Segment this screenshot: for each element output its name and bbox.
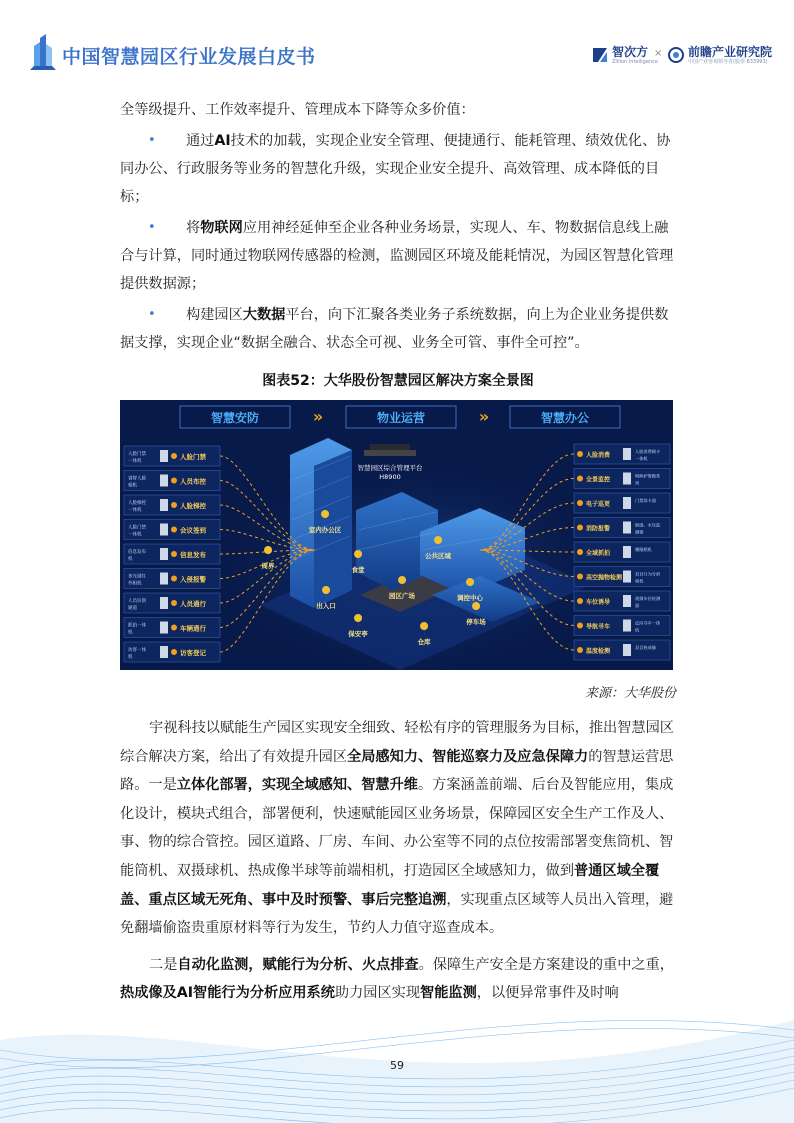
text-run: ，以便异常事件及时响 — [476, 985, 619, 1002]
left-item-desc: 外相机 — [128, 581, 142, 587]
right-item-desc: 双目行为分析 — [635, 571, 661, 577]
body-section — [120, 714, 676, 1008]
zhicifang-logo-icon — [592, 46, 608, 64]
device-dot-icon — [171, 478, 177, 484]
left-item-desc: 多光谱红 — [128, 574, 146, 580]
bold-phrase: 智能监测 — [420, 985, 477, 1002]
text-run: ，实现重点区域等人员出入管理，避免翻墙偷盗贵重原材料等行为发生，节约人力值守巡查成本。 — [120, 891, 674, 937]
device-dot-icon — [577, 525, 583, 531]
text-run: 二是 — [149, 956, 178, 973]
device-dot-icon — [577, 647, 583, 653]
partner-separator: × — [654, 48, 663, 59]
right-item-desc: 视频车位检测 — [635, 596, 661, 601]
device-icon — [623, 473, 631, 485]
top-tab-label: 智慧安防 — [210, 411, 260, 425]
text-run: 的智慧运营思路。一是 — [120, 748, 674, 794]
device-dot-icon — [171, 600, 177, 606]
bold-phrase: 普通区域全覆盖、重点区域无死角、事中及时预警、事后完整追溯 — [120, 862, 660, 908]
device-dot-icon — [171, 625, 177, 631]
figure-title: 图表52：大华股份智慧园区解决方案全景图 — [262, 373, 534, 389]
map-label: 保安亭 — [348, 630, 368, 638]
platform-name: 智慧园区综合管理平台 — [357, 464, 423, 472]
building-logo-icon — [30, 32, 56, 70]
bold-phrase: 自动化监测，赋能行为分析、火点排查 — [177, 956, 419, 973]
device-dot-icon — [577, 500, 583, 506]
right-item-desc: 相机 — [635, 578, 644, 584]
intro-text: 全等级提升、工作效率提升、管理成本下降等众多价值： — [120, 102, 475, 118]
left-item-label: 人员通行 — [180, 600, 206, 608]
bullet-iot: • 将物联网应用神经延伸至企业各种业务场景，实现人、车、物数据信息线上融合与计算，同时通过物联网传感器的检测，监测园区环境及能耗情况，为园区智慧化管理提供数据源； — [120, 214, 676, 298]
left-item-desc: 抓拍一体 — [128, 623, 146, 629]
left-item-desc: 访客一体 — [128, 648, 146, 653]
map-label: 调控中心 — [457, 594, 483, 602]
text-run: 助力园区实现 — [334, 985, 421, 1002]
text-run: 宇视科技以赋能生产园区实现安全细致、轻松有序的管理服务为目标，推出智慧园区综合解决方案，给出了有效提升园区 — [120, 720, 674, 765]
left-item-desc: 人脸梯控 — [128, 501, 146, 506]
device-dot-icon — [171, 502, 177, 508]
right-item-desc: 人脸消费刷卡 — [635, 449, 661, 454]
intro-section — [120, 96, 676, 357]
right-item-desc: 门禁读卡器 — [635, 498, 656, 503]
right-item-desc: 明眸护警摄系 — [635, 473, 661, 479]
device-icon — [160, 622, 168, 634]
map-label: 周界 — [261, 562, 275, 570]
chevron-right-icon: » — [312, 407, 324, 426]
platform-model: H8900 — [379, 473, 401, 481]
device-dot-icon — [577, 598, 583, 604]
device-icon — [160, 597, 168, 609]
bullet-dot-icon: • — [148, 307, 156, 322]
left-item-label: 人脸梯控 — [180, 502, 206, 510]
qianzhan-logo-icon — [668, 46, 684, 64]
bold-phrase: 立体化部署，实现全域感知、智慧升维 — [176, 777, 418, 794]
left-item-label: 访客登记 — [180, 649, 206, 657]
device-icon — [623, 644, 631, 656]
device-dot-icon — [577, 623, 583, 629]
device-icon — [623, 620, 631, 632]
device-icon — [623, 571, 631, 583]
right-item-label: 导航寻车 — [586, 623, 611, 631]
building-tower — [290, 438, 352, 608]
device-icon — [160, 573, 168, 585]
device-dot-icon — [171, 551, 177, 557]
device-icon — [160, 524, 168, 536]
map-label: 停车场 — [466, 618, 486, 626]
right-item-label: 消防报警 — [586, 525, 611, 533]
bold-phrase: 热成像及AI智能行为分析应用系统 — [120, 985, 335, 1002]
device-dot-icon — [171, 453, 177, 459]
left-item-desc: 通道 — [128, 606, 137, 611]
map-label: 仓库 — [417, 638, 431, 646]
left-item-desc: 机 — [128, 630, 133, 636]
page-header — [0, 0, 794, 80]
left-item-desc: 机 — [128, 557, 133, 562]
bold-phrase: 全局感知力、智能巡察力及应急保障力 — [347, 748, 589, 765]
bullet-bigdata: • 构建园区大数据平台，向下汇聚各类业务子系统数据，向上为企业业务提供数据支撑，实现企业“数据全融合、状态全可视、业务全可管、事件全可控”。 — [120, 301, 676, 357]
device-icon — [160, 548, 168, 560]
device-dot-icon — [171, 649, 177, 655]
left-item-desc: 人脸门禁 — [128, 452, 146, 457]
left-item-desc: 一体机 — [128, 532, 142, 538]
chevron-right-icon: » — [478, 407, 490, 426]
device-icon — [160, 450, 168, 462]
left-item-desc: 机 — [128, 655, 133, 660]
left-item-label: 人脸门禁 — [180, 453, 206, 461]
device-icon — [623, 448, 631, 460]
right-item-label: 高空抛物检测 — [586, 574, 623, 582]
text-run: 。方案涵盖前端、后台及智能应用，集成化设计，模块式组合，部署便利，快速赋能园区业务场景，保障园区安全生产工作及人、事、物的综合管控。园区道路、厂房、车间、办公室等不同的点位按需部署变焦筒机、智能筒机、双摄球机、热成像半球等前端相机，打造园区全域感知力，做到 — [120, 777, 674, 879]
left-item-desc: 相机 — [128, 483, 137, 489]
device-dot-icon — [577, 476, 583, 482]
right-item-label: 人脸消费 — [586, 452, 611, 459]
right-item-label: 全域抓拍 — [586, 550, 611, 557]
map-label: 室内办公区 — [308, 526, 342, 534]
right-item-desc: 列 — [635, 480, 640, 486]
left-item-desc: 人员识别 — [128, 599, 146, 604]
device-icon — [160, 499, 168, 511]
partner-b-name: 前瞻产业研究院 — [688, 44, 773, 59]
body-paragraph — [120, 714, 676, 943]
partner-a-subtitle: Zillion Intelligence — [612, 58, 658, 65]
right-item-label: 车位诱导 — [586, 599, 611, 606]
right-item-label: 全景监控 — [586, 476, 611, 484]
bullet-dot-icon: • — [148, 133, 156, 148]
right-item-desc: 测器 — [635, 529, 644, 535]
partner-a-name: 智次方 — [612, 44, 649, 59]
page-number: 59 — [390, 1059, 404, 1072]
text-run: 。保障生产安全是方案建设的重中之重， — [418, 956, 674, 973]
map-label: 园区广场 — [389, 592, 415, 600]
right-item-desc: 机 — [635, 627, 640, 633]
right-item-label: 电子巡更 — [586, 501, 611, 508]
partner-b-subtitle: 中国产业咨询领导者(股票 833993) — [688, 58, 768, 65]
left-item-desc: 一体机 — [128, 508, 142, 513]
figure-source: 来源：大华股份 — [584, 686, 676, 701]
bullet-ai: • 通过AI技术的加载，实现企业安全管理、便捷通行、能耗管理、绩效优化、协同办公、行政服务等业务的智慧化升级，实现企业安全提升、高效管理、成本降低的目标； — [120, 127, 676, 211]
bullet-dot-icon: • — [148, 220, 156, 235]
device-icon — [160, 646, 168, 658]
left-item-label: 会议签到 — [180, 526, 206, 535]
left-item-label: 入侵报警 — [180, 575, 206, 584]
partner-logo-qianzhan — [668, 42, 772, 68]
left-item-label: 人员布控 — [180, 477, 206, 486]
panorama-diagram — [120, 400, 673, 670]
device-icon — [160, 475, 168, 487]
device-dot-icon — [171, 576, 177, 582]
device-dot-icon — [577, 574, 583, 580]
right-item-desc: 反向寻车一体 — [635, 620, 661, 626]
top-tab-label: 物业运营 — [376, 411, 426, 425]
partner-logo-zhicifang — [592, 42, 658, 68]
map-label: 食堂 — [351, 566, 365, 574]
document-title: 中国智慧园区行业发展白皮书 — [62, 46, 316, 68]
device-icon — [623, 522, 631, 534]
device-icon — [623, 546, 631, 558]
right-item-label: 温度检测 — [586, 648, 611, 655]
device-dot-icon — [577, 451, 583, 457]
right-item-desc: 一体机 — [635, 456, 648, 461]
right-item-desc: 双目热成像 — [635, 645, 656, 650]
left-item-label: 信息发布 — [180, 551, 206, 559]
top-tab-label: 智慧办公 — [540, 411, 590, 425]
map-label: 出入口 — [316, 602, 336, 610]
right-item-desc: 烟感、水压监 — [635, 522, 661, 528]
map-label: 公共区域 — [425, 552, 451, 560]
left-item-desc: 信息发布 — [128, 550, 146, 555]
device-icon — [623, 595, 631, 607]
device-icon — [623, 497, 631, 509]
device-dot-icon — [577, 549, 583, 555]
left-item-label: 车辆通行 — [180, 624, 206, 633]
left-item-desc: 人脸门禁 — [128, 525, 146, 531]
left-item-desc: 睿智人脸 — [128, 476, 146, 482]
left-item-desc: 一体机 — [128, 459, 142, 464]
device-dot-icon — [171, 527, 177, 533]
solution-panorama-figure — [120, 400, 673, 670]
right-item-desc: 鹰眼相机 — [635, 547, 652, 552]
right-item-desc: 器 — [635, 603, 640, 608]
